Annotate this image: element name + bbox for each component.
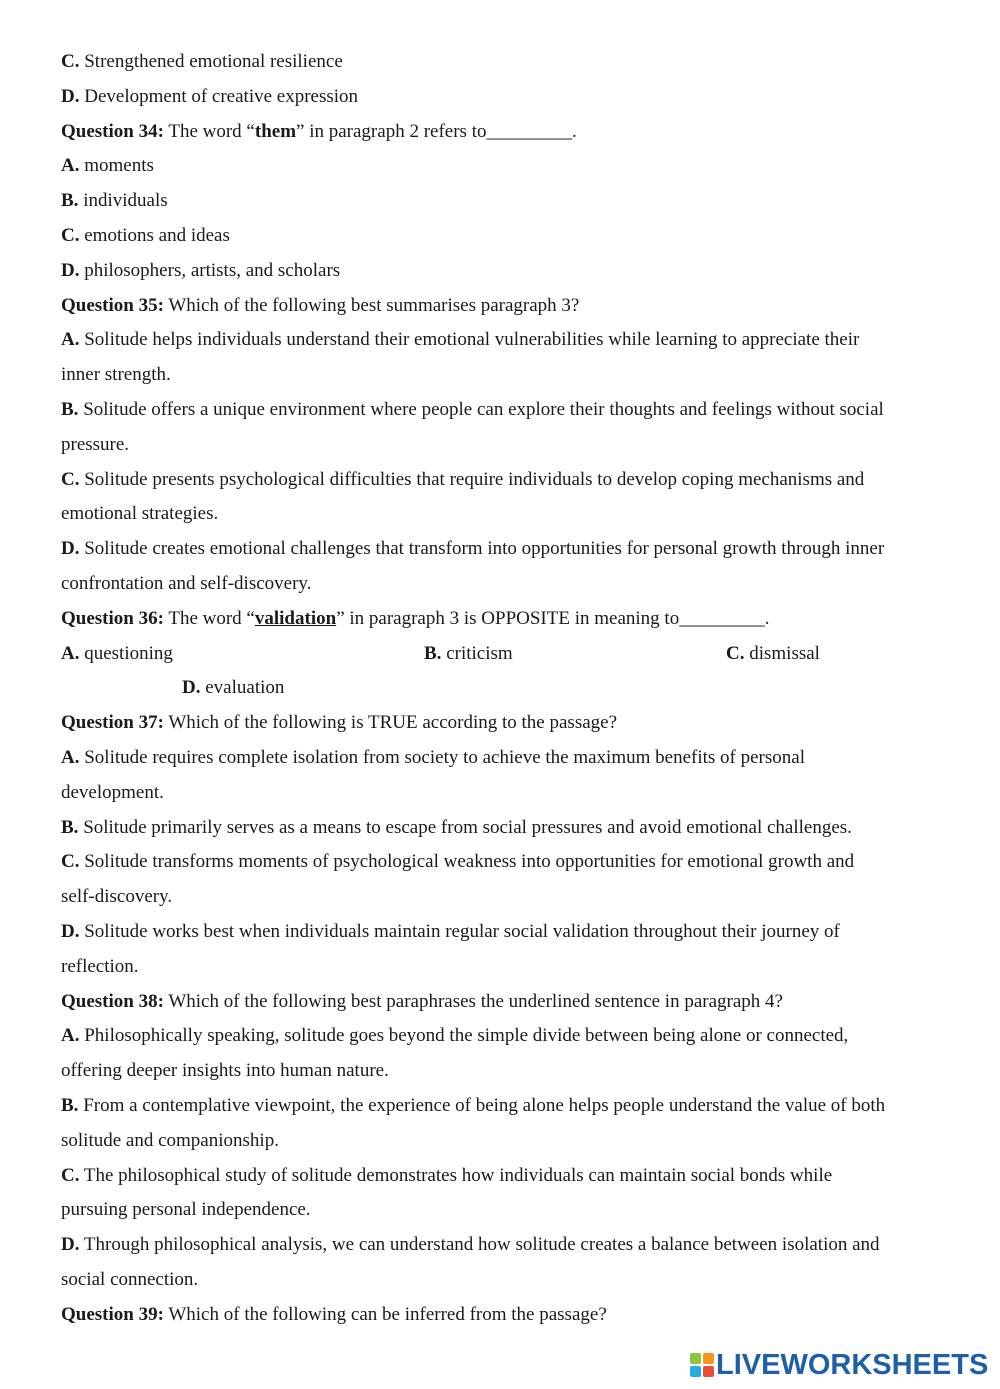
option-37c-cont: self-discovery.: [61, 886, 173, 908]
option-35c: C. Solitude presents psychological difficulties that require individuals to develop coping mechanisms and: [61, 468, 865, 490]
option-35b: B. Solitude offers a unique environment where people can explore their thoughts and feelings without social: [61, 398, 884, 420]
question-36: Question 36: The word “validation” in paragraph 3 is OPPOSITE in meaning to_________.: [61, 607, 770, 629]
option-33c: C. Strengthened emotional resilience: [61, 51, 343, 72]
option-38a-cont: offering deeper insights into human nature.: [61, 1060, 389, 1082]
option-38c-cont: pursuing personal independence.: [61, 1199, 311, 1221]
option-36b: B. criticism: [424, 642, 513, 664]
option-34d: D. philosophers, artists, and scholars: [61, 259, 341, 281]
option-34a: A. moments: [61, 155, 154, 177]
option-33d: D. Development of creative expression: [61, 85, 359, 107]
option-37d-cont: reflection.: [61, 955, 139, 977]
worksheet-page: [61, 45, 941, 1332]
option-36d: D. evaluation: [182, 677, 285, 699]
option-35a-cont: inner strength.: [61, 364, 171, 386]
option-37b: B. Solitude primarily serves as a means to escape from social pressures and avoid emotional challenges.: [61, 816, 852, 838]
option-38c: C. The philosophical study of solitude demonstrates how individuals can maintain social bonds while: [61, 1164, 833, 1186]
option-35d: D. Solitude creates emotional challenges that transform into opportunities for personal growth through inner: [61, 538, 885, 560]
option-37c: C. Solitude transforms moments of psychological weakness into opportunities for emotional growth and: [61, 851, 855, 873]
option-37a-cont: development.: [61, 781, 164, 803]
liveworksheets-mark-icon: [690, 1353, 714, 1377]
option-38a: A. Philosophically speaking, solitude goes beyond the simple divide between being alone or connected,: [61, 1025, 849, 1047]
question-38: Question 38: Which of the following best paraphrases the underlined sentence in paragraph 4?: [61, 990, 783, 1012]
option-34b: B. individuals: [61, 190, 168, 212]
question-34: Question 34: The word “them” in paragraph 2 refers to_________.: [61, 120, 577, 142]
question-35: Question 35: Which of the following best summarises paragraph 3?: [61, 294, 580, 316]
option-34c: C. emotions and ideas: [61, 224, 230, 246]
liveworksheets-logo[interactable]: [690, 1347, 988, 1383]
logo-wordmark: LIVEWORKSHEETS: [716, 1348, 989, 1381]
option-37d: D. Solitude works best when individuals maintain regular social validation throughout their journey of: [61, 920, 840, 942]
option-38b: B. From a contemplative viewpoint, the experience of being alone helps people understand the value of both: [61, 1094, 886, 1116]
option-35a: A. Solitude helps individuals understand their emotional vulnerabilities while learning to appreciate their: [61, 329, 860, 351]
option-38d: D. Through philosophical analysis, we can understand how solitude creates a balance between isolation and: [61, 1234, 880, 1256]
option-38b-cont: solitude and companionship.: [61, 1129, 279, 1151]
option-37a: A. Solitude requires complete isolation from society to achieve the maximum benefits of personal: [61, 746, 805, 768]
question-39: Question 39: Which of the following can be inferred from the passage?: [61, 1303, 607, 1325]
question-37: Question 37: Which of the following is TRUE according to the passage?: [61, 712, 618, 734]
option-36a: A. questioning: [61, 642, 173, 664]
option-38d-cont: social connection.: [61, 1268, 199, 1290]
option-35b-cont: pressure.: [61, 433, 130, 455]
option-36c: C. dismissal: [726, 642, 820, 664]
option-35d-cont: confrontation and self-discovery.: [61, 572, 312, 594]
option-35c-cont: emotional strategies.: [61, 503, 219, 525]
options-36-row: [61, 637, 941, 672]
